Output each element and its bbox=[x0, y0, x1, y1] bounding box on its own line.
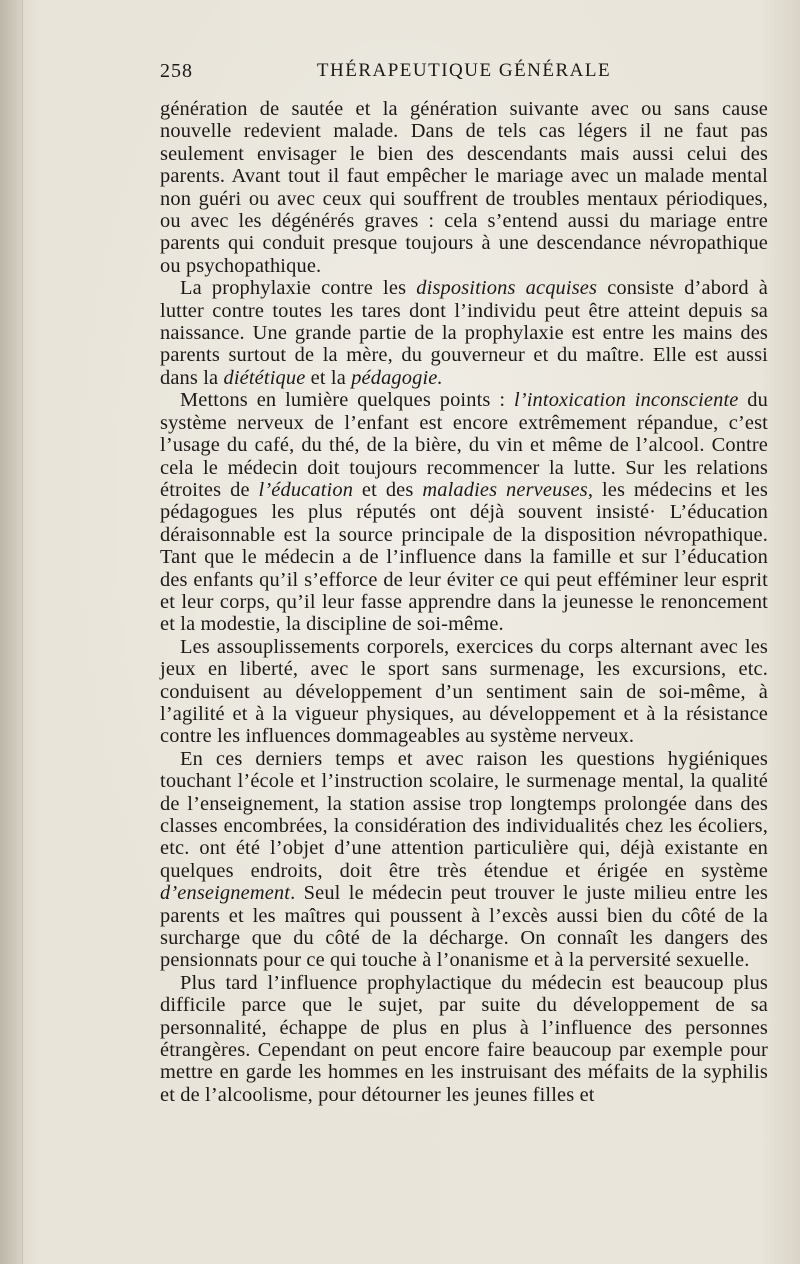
italic-run: l’éducation bbox=[258, 478, 354, 501]
body-text bbox=[160, 98, 768, 1106]
page-number: 258 bbox=[160, 60, 193, 82]
paragraph bbox=[160, 277, 768, 389]
text-run: , les médecins et les pédagogues les plus réputés ont déjà souvent insisté· L’éducation déraisonnable est la source principale de la disposition névropathique. Tant que le médecin a de l’influence dans la famille et sur l’éducation des enfants qu’il s’efforce de leur éviter ce qui peut efféminer leur esprit et leur corps, qu’il leur fasse apprendre dans la jeunesse le renoncement et la modestie, la discipline de soi-même. bbox=[160, 478, 769, 636]
paragraph bbox=[160, 748, 768, 972]
text-run: En ces derniers temps et avec raison les questions hygiéniques touchant l’école et l’instruction scolaire, le surmenage mental, la qualité de l’enseignement, la station assise trop longtemps prolongée dans des classes encombrées, la considération des individualités chez les écoliers, etc. ont été l’objet d’une attention particulière qui, déjà existante en quelques endroits, doit être très étendue et érigée en système bbox=[160, 747, 768, 882]
italic-run: d’enseignement bbox=[160, 882, 291, 905]
text-run: Les assouplissements corporels, exercices du corps alternant avec les jeux en liberté, avec le sport sans surmenage, les excursions, etc. conduisent au développement d’un sentiment sain de soi-même, à l’agilité et à la vigueur physiques, au développement et à la résistance contre les influences dommageables au système nerveux. bbox=[160, 635, 768, 748]
text-run: Mettons en lumière quelques points : bbox=[180, 389, 514, 412]
text-run: génération de sautée et la génération suivante avec ou sans cause nouvelle redevient malade. Dans de tels cas légers il ne faut pas seulement envisager le bien des descendants mais aussi celui des parents. Avant tout il faut empêcher le mariage avec un malade mental non guéri ou avec ceux qui souffrent de troubles mentaux périodiques, ou avec les dégénérés graves : cela s’entend aussi du mariage entre parents qui conduit presque toujours à une descendance névropathique ou psychopathique. bbox=[160, 98, 768, 277]
text-run: La prophylaxie contre les bbox=[180, 277, 417, 300]
running-header bbox=[160, 60, 768, 90]
italic-run: diététique bbox=[223, 366, 306, 389]
text-run: consiste d’abord à lutter contre toutes les tares dont l’individu peut être atteint depuis sa naissance. Une grande partie de la prophylaxie est entre les mains des parents surtout de la mère, du gouverneur et du maître. Elle est aussi dans la bbox=[160, 277, 768, 389]
paragraph bbox=[160, 972, 768, 1106]
text-run: et des bbox=[353, 478, 423, 501]
text-run: Plus tard l’influence prophylactique du médecin est beaucoup plus difficile parce que le sujet, par suite du développement de sa personnalité, échappe de plus en plus à l’influence des personnes étrangères. Cependant on peut encore faire beaucoup par exemple pour mettre en garde les hommes en les instruisant des méfaits de la syphilis et de l’alcoolisme, pour détourner les jeunes filles et bbox=[160, 971, 768, 1106]
italic-run: maladies nerveuses bbox=[422, 478, 588, 501]
italic-run: l’intoxication inconsciente bbox=[513, 389, 739, 412]
paragraph bbox=[160, 389, 768, 635]
text-run: . Seul le médecin peut trouver le juste milieu entre les parents et les maîtres qui poussent à l’excès aussi bien du côté de la surcharge que du côté de la décharge. On connaît les dangers des pensionnats pour ce qui touche à l’onanisme et à la perversité sexuelle. bbox=[160, 882, 768, 972]
paragraph bbox=[160, 636, 768, 748]
paragraph bbox=[160, 98, 768, 277]
italic-run: dispositions acquises bbox=[416, 277, 598, 300]
text-run: et la bbox=[305, 366, 352, 389]
italic-run: pédagogie. bbox=[351, 366, 443, 389]
text-run: du système nerveux de l’enfant est encore extrêmement répandue, c’est l’usage du café, du thé, de la bière, du vin et même de l’alcool. Contre cela le médecin doit toujours recommencer la lutte. Sur les relations étroites de bbox=[160, 389, 768, 501]
running-title: THÉRAPEUTIQUE GÉNÉRALE bbox=[316, 60, 612, 81]
page-gutter bbox=[0, 0, 23, 1264]
